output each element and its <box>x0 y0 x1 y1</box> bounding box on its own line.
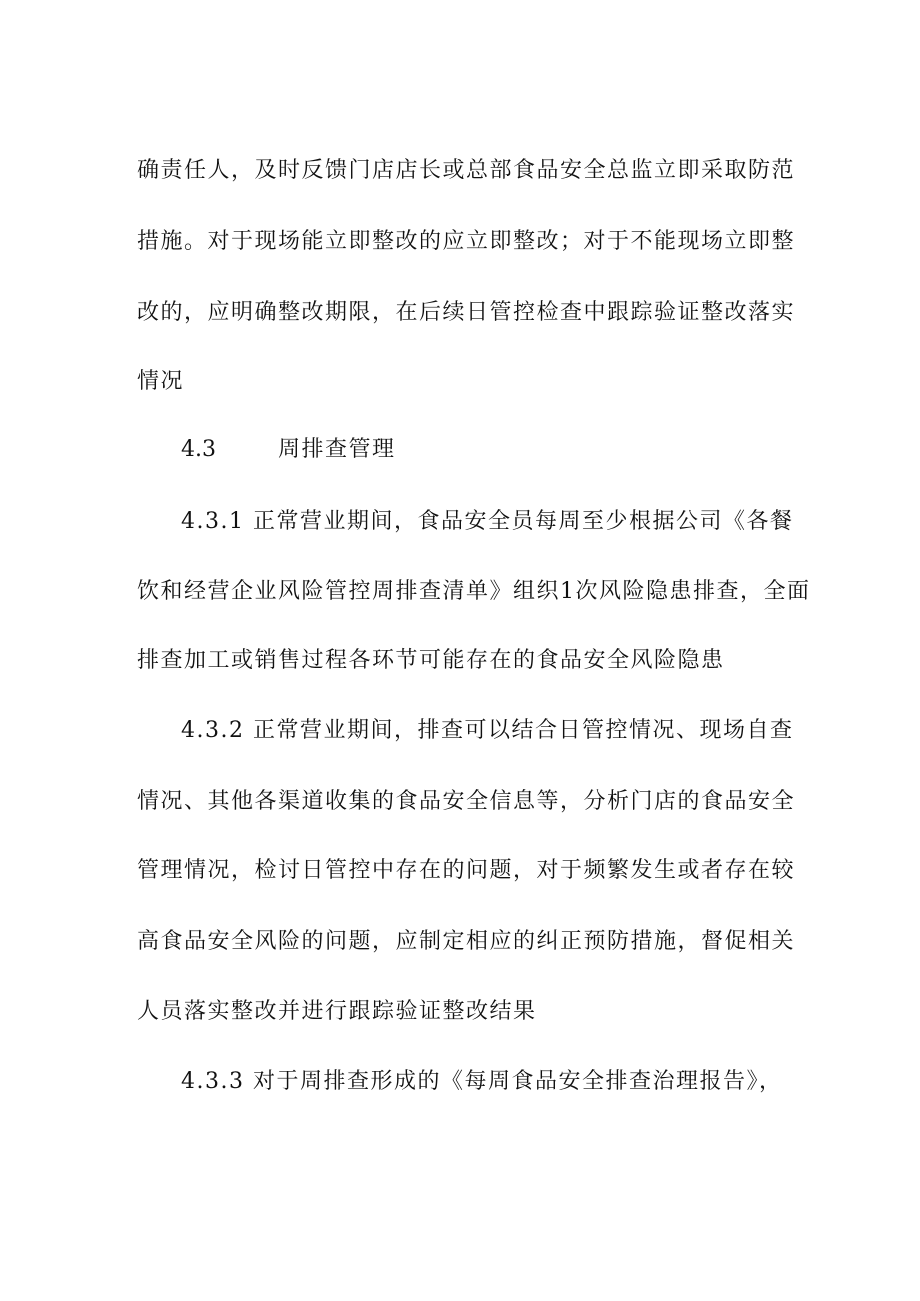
item-4-3-1-line: 饮和经营企业风险管控周排查清单》组织1次风险隐患排查，全面 <box>137 579 811 604</box>
paragraph-line: 措施。对于现场能立即整改的应立即整改；对于不能现场立即整 <box>137 229 796 254</box>
item-4-3-2-line: 情况、其他各渠道收集的食品安全信息等，分析门店的食品安全 <box>137 789 796 814</box>
section-number: 4.3 <box>181 437 216 462</box>
item-4-3-3-line: 4.3.3 对于周排查形成的《每周食品安全排查治理报告》， <box>181 1069 783 1094</box>
section-title: 周排查管理 <box>278 437 396 462</box>
item-4-3-2-line: 管理情况，检讨日管控中存在的问题，对于频繁发生或者存在较 <box>137 858 796 883</box>
item-4-3-1-line: 4.3.1 正常营业期间，食品安全员每周至少根据公司《各餐 <box>181 509 794 534</box>
item-4-3-2-line: 4.3.2 正常营业期间，排查可以结合日管控情况、现场自查 <box>181 718 794 743</box>
paragraph-line: 情况 <box>137 369 185 394</box>
item-4-3-1-line: 排查加工或销售过程各环节可能存在的食品安全风险隐患 <box>137 648 725 673</box>
item-4-3-2-line: 高食品安全风险的问题，应制定相应的纠正预防措施，督促相关 <box>137 929 796 954</box>
item-4-3-2-line: 人员落实整改并进行跟踪验证整改结果 <box>137 999 537 1024</box>
paragraph-line: 改的，应明确整改期限，在后续日管控检查中跟踪验证整改落实 <box>137 300 796 325</box>
paragraph-line: 确责任人，及时反馈门店店长或总部食品安全总监立即采取防范 <box>137 158 796 183</box>
